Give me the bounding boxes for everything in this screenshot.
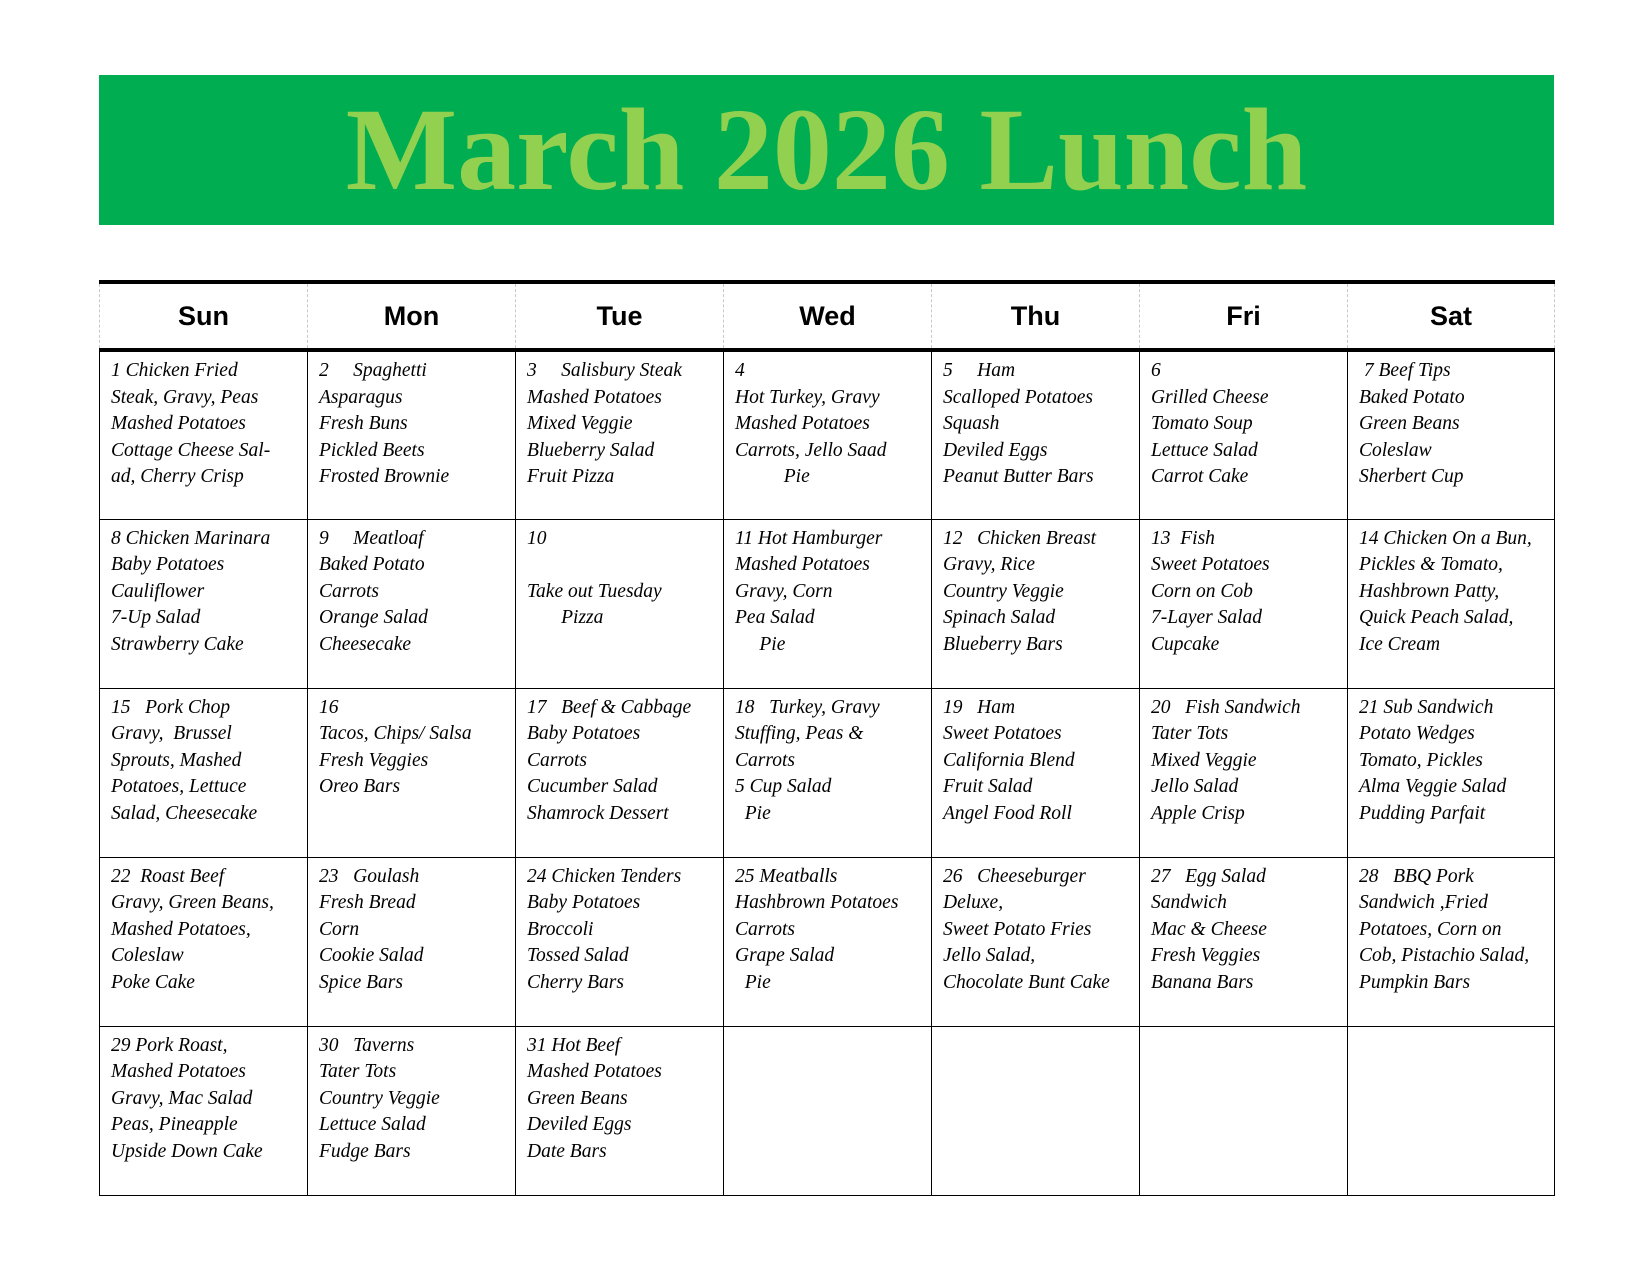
calendar-table xyxy=(99,280,1555,1196)
day-cell-empty xyxy=(1348,1026,1555,1195)
day-cell: 19 Ham Sweet Potatoes California Blend Fruit Salad Angel Food Roll xyxy=(932,688,1140,857)
week-row xyxy=(100,857,1555,1026)
day-cell-empty xyxy=(1140,1026,1348,1195)
title-banner xyxy=(99,75,1554,225)
day-cell: 5 Ham Scalloped Potatoes Squash Deviled Eggs Peanut Butter Bars xyxy=(932,350,1140,519)
day-cell: 15 Pork Chop Gravy, Brussel Sprouts, Mashed Potatoes, Lettuce Salad, Cheesecake xyxy=(100,688,308,857)
weekday-header: Tue xyxy=(516,282,724,350)
day-cell: 26 Cheeseburger Deluxe, Sweet Potato Fries Jello Salad, Chocolate Bunt Cake xyxy=(932,857,1140,1026)
week-row xyxy=(100,519,1555,688)
day-cell: 13 Fish Sweet Potatoes Corn on Cob 7-Layer Salad Cupcake xyxy=(1140,519,1348,688)
week-row xyxy=(100,350,1555,519)
day-cell: 23 Goulash Fresh Bread Corn Cookie Salad Spice Bars xyxy=(308,857,516,1026)
day-cell: 2 Spaghetti Asparagus Fresh Buns Pickled Beets Frosted Brownie xyxy=(308,350,516,519)
day-cell-empty xyxy=(932,1026,1140,1195)
weekday-header: Mon xyxy=(308,282,516,350)
week-row xyxy=(100,688,1555,857)
day-cell: 4 Hot Turkey, Gravy Mashed Potatoes Carrots, Jello Saad Pie xyxy=(724,350,932,519)
day-cell: 17 Beef & Cabbage Baby Potatoes Carrots Cucumber Salad Shamrock Dessert xyxy=(516,688,724,857)
page-title: March 2026 Lunch xyxy=(345,84,1308,215)
weekday-header: Fri xyxy=(1140,282,1348,350)
day-cell: 11 Hot Hamburger Mashed Potatoes Gravy, Corn Pea Salad Pie xyxy=(724,519,932,688)
day-cell: 10 Take out Tuesday Pizza xyxy=(516,519,724,688)
day-cell: 24 Chicken Tenders Baby Potatoes Broccoli Tossed Salad Cherry Bars xyxy=(516,857,724,1026)
day-cell: 22 Roast Beef Gravy, Green Beans, Mashed Potatoes, Coleslaw Poke Cake xyxy=(100,857,308,1026)
day-cell: 20 Fish Sandwich Tater Tots Mixed Veggie Jello Salad Apple Crisp xyxy=(1140,688,1348,857)
weekday-header: Thu xyxy=(932,282,1140,350)
day-cell-empty xyxy=(724,1026,932,1195)
day-cell: 28 BBQ Pork Sandwich ,Fried Potatoes, Corn on Cob, Pistachio Salad, Pumpkin Bars xyxy=(1348,857,1555,1026)
weekday-header: Wed xyxy=(724,282,932,350)
day-cell: 12 Chicken Breast Gravy, Rice Country Veggie Spinach Salad Blueberry Bars xyxy=(932,519,1140,688)
day-cell: 9 Meatloaf Baked Potato Carrots Orange Salad Cheesecake xyxy=(308,519,516,688)
day-cell: 30 Taverns Tater Tots Country Veggie Lettuce Salad Fudge Bars xyxy=(308,1026,516,1195)
weekday-header: Sat xyxy=(1348,282,1555,350)
day-cell: 16 Tacos, Chips/ Salsa Fresh Veggies Oreo Bars xyxy=(308,688,516,857)
day-cell: 8 Chicken Marinara Baby Potatoes Cauliflower 7-Up Salad Strawberry Cake xyxy=(100,519,308,688)
day-cell: 25 Meatballs Hashbrown Potatoes Carrots Grape Salad Pie xyxy=(724,857,932,1026)
day-cell: 31 Hot Beef Mashed Potatoes Green Beans Deviled Eggs Date Bars xyxy=(516,1026,724,1195)
day-cell: 7 Beef Tips Baked Potato Green Beans Coleslaw Sherbert Cup xyxy=(1348,350,1555,519)
week-row xyxy=(100,1026,1555,1195)
day-cell: 1 Chicken Fried Steak, Gravy, Peas Mashed Potatoes Cottage Cheese Sal- ad, Cherry Crisp xyxy=(100,350,308,519)
day-cell: 3 Salisbury Steak Mashed Potatoes Mixed Veggie Blueberry Salad Fruit Pizza xyxy=(516,350,724,519)
day-cell: 18 Turkey, Gravy Stuffing, Peas & Carrots 5 Cup Salad Pie xyxy=(724,688,932,857)
day-cell: 27 Egg Salad Sandwich Mac & Cheese Fresh Veggies Banana Bars xyxy=(1140,857,1348,1026)
weekday-header-row xyxy=(100,282,1555,350)
day-cell: 21 Sub Sandwich Potato Wedges Tomato, Pickles Alma Veggie Salad Pudding Parfait xyxy=(1348,688,1555,857)
day-cell: 14 Chicken On a Bun, Pickles & Tomato, Hashbrown Patty, Quick Peach Salad, Ice Cream xyxy=(1348,519,1555,688)
day-cell: 29 Pork Roast, Mashed Potatoes Gravy, Mac Salad Peas, Pineapple Upside Down Cake xyxy=(100,1026,308,1195)
day-cell: 6 Grilled Cheese Tomato Soup Lettuce Salad Carrot Cake xyxy=(1140,350,1348,519)
weekday-header: Sun xyxy=(100,282,308,350)
